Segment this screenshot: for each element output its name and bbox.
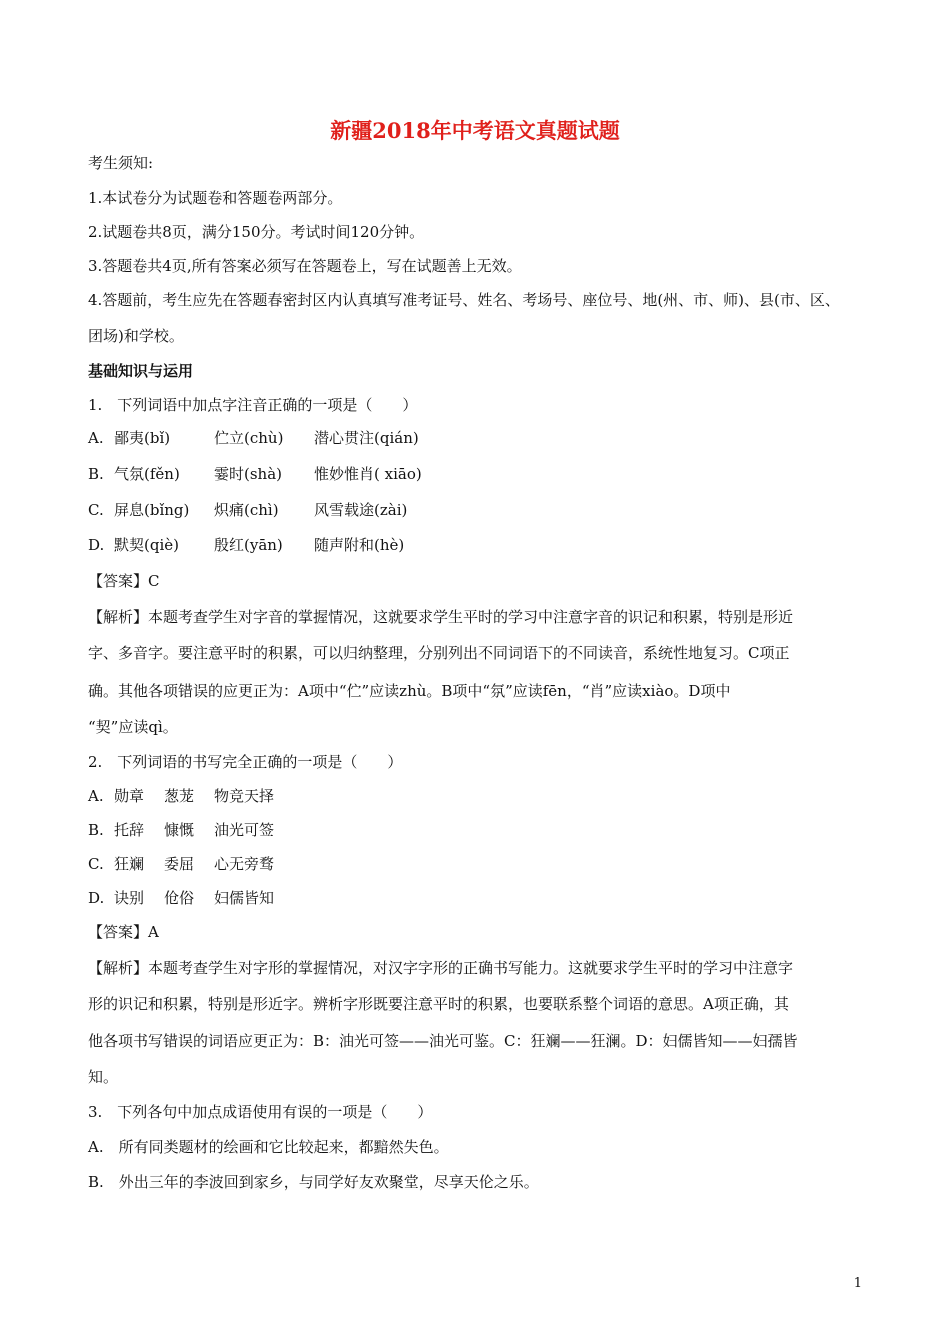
question-3-stem: 3. 下列各句中加点成语使用有误的一项是（ ） [88, 1103, 433, 1121]
question-1-option-a: A. 鄙夷(bǐ) 伫立(chù) 潜心贯注(qián) [88, 429, 419, 447]
question-2-option-a: A. 勋章 葱茏 物竞天择 [88, 787, 275, 805]
question-2-analysis: 形的识记和积累，特别是形近字。辨析字形既要注意平时的积累，也要联系整个词语的意思。A项正确，其 [88, 995, 789, 1013]
question-2-option-d: D. 诀别 伧俗 妇儒皆知 [88, 889, 275, 907]
question-1-option-c: C. 屏息(bǐng) 炽痛(chì) 风雪载途(zài) [88, 501, 408, 519]
question-3-option-a: A. 所有同类题材的绘画和它比较起来，都黯然失色。 [88, 1138, 449, 1156]
notice-item: 3.答题卷共4页,所有答案必须写在答题卷上，写在试题善上无效。 [88, 257, 522, 275]
section-heading: 基础知识与运用 [88, 362, 194, 380]
notice-heading: 考生须知: [88, 154, 154, 172]
question-2-answer: 【答案】A [88, 923, 159, 941]
document-title: 新疆2018年中考语文真题试题 [330, 118, 620, 143]
question-1-analysis: “契”应读qì。 [88, 718, 178, 736]
question-1-analysis: 确。其他各项错误的应更正为：A项中“伫”应读zhù。B项中“氛”应读fēn，“肖”应读xiào。D项中 [88, 682, 731, 700]
question-1-answer: 【答案】C [88, 572, 160, 590]
question-2-analysis: 【解析】本题考查学生对字形的掌握情况，对汉字字形的正确书写能力。这就要求学生平时的学习中注意字 [88, 959, 794, 977]
question-2-analysis: 他各项书写错误的词语应更正为：B：油光可签——油光可鉴。C：狂斓——狂澜。D：妇儒皆知——妇孺皆 [88, 1032, 798, 1050]
question-2-option-c: C. 狂斓 委屈 心无旁骛 [88, 855, 275, 873]
notice-item: 团场)和学校。 [88, 327, 184, 345]
page-number: 1 [853, 1276, 862, 1291]
question-1-analysis: 【解析】本题考查学生对字音的掌握情况，这就要求学生平时的学习中注意字音的识记和积累，特别是形近 [88, 608, 794, 626]
question-1-option-d: D. 默契(qiè) 殷红(yān) 随声附和(hè) [88, 536, 405, 554]
question-1-stem: 1. 下列词语中加点字注音正确的一项是（ ） [88, 396, 418, 414]
question-1-option-b: B. 气氛(fěn) 霎时(shà) 惟妙惟肖( xiāo) [88, 465, 422, 483]
question-3-option-b: B. 外出三年的李波回到家乡，与同学好友欢聚堂，尽享天伦之乐。 [88, 1173, 539, 1191]
question-2-stem: 2. 下列词语的书写完全正确的一项是（ ） [88, 753, 403, 771]
notice-item: 4.答题前，考生应先在答题春密封区内认真填写准考证号、姓名、考场号、座位号、地(州、市、师)、县(市、区、 [88, 291, 840, 309]
question-1-analysis: 字、多音字。要注意平时的积累，可以归纳整理，分别列出不同词语下的不同读音，系统性地复习。C项正 [88, 644, 790, 662]
question-2-option-b: B. 托辞 慷慨 油光可签 [88, 821, 275, 839]
notice-item: 2.试题卷共8页，满分150分。考试时间120分钟。 [88, 223, 425, 241]
notice-item: 1.本试卷分为试题卷和答题卷两部分。 [88, 189, 343, 207]
question-2-analysis: 知。 [88, 1068, 119, 1086]
